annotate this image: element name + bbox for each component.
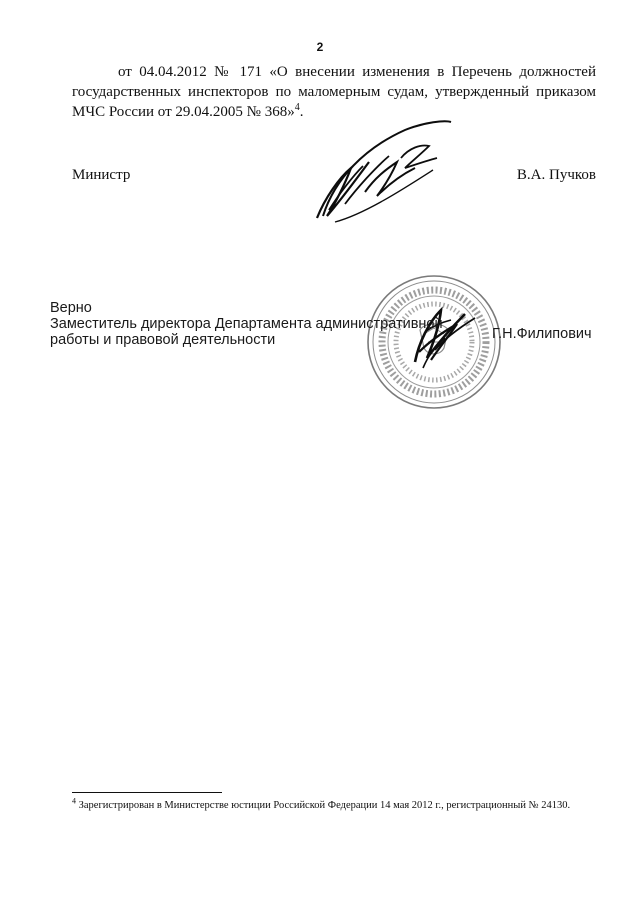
minister-title: Министр (72, 167, 131, 183)
paragraph-end: . (299, 104, 304, 120)
paragraph-line (72, 62, 596, 122)
minister-handwritten-signature (305, 118, 455, 226)
body-paragraph (72, 62, 596, 122)
certifier-position-line-2: работы и правовой деятельности (50, 332, 276, 348)
footnote-reference: 4 (294, 102, 300, 113)
page-number: 2 (316, 40, 324, 54)
certifier-name: Г.Н.Филипович (492, 326, 592, 342)
footnote-mark: 4 (72, 796, 76, 806)
certification-block (50, 300, 443, 348)
footnote (72, 796, 612, 812)
footnote-text: Зарегистрирован в Министерстве юстиции Российской Федерации 14 мая 2012 г., регистрационный № 24130. (78, 800, 571, 811)
paragraph-text: от 04.04.2012 № 171 «О внесении изменения в Перечень должностей государственных инспекторов по маломерным судам, утвержденный приказом МЧС России от 29.04.2005 № 368» (72, 64, 596, 120)
footnote-divider (72, 792, 222, 793)
certifier-position-line-1: Заместитель директора Департамента административной (50, 316, 443, 332)
minister-name: В.А. Пучков (516, 167, 596, 183)
verified-label: Верно (50, 300, 92, 316)
